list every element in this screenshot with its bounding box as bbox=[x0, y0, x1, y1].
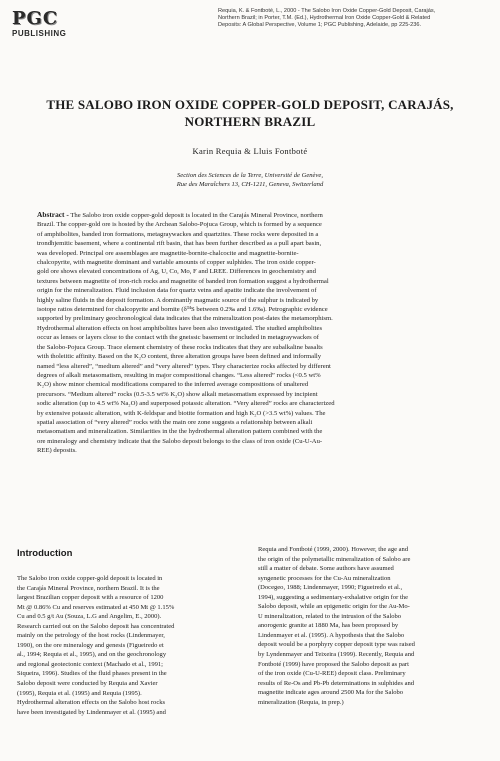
body-line: Research carried out on the Salobo deposit has concentrated bbox=[17, 622, 175, 630]
body-line: Salobo deposit, while an epigenetic origin for the Au-Mo- bbox=[258, 603, 410, 611]
body-line: The Salobo iron oxide copper-gold deposit is located in bbox=[17, 575, 163, 582]
citation-line: Requia, K. & Fontboté, L., 2000 - The Salobo Iron Oxide Copper-Gold Deposit, Carajás, bbox=[218, 8, 436, 14]
logo-subtitle: PUBLISHING bbox=[12, 29, 67, 38]
introduction-right-column bbox=[258, 545, 484, 707]
body-line: and regional geotectonic context (Machado et al., 1991; bbox=[17, 660, 163, 668]
abstract-line: sodic alteration (up to 4.5 wt% Na₂O) and superposed potassic alteration. “Very altered” rocks are characterized bbox=[37, 400, 335, 408]
body-line: the origin of the polymetallic mineralization of Salobo are bbox=[258, 555, 411, 563]
abstract-line: by extensive potassic alteration, with K-feldspar and biotite formation and high K₂O (>3.5 wt%) values. The bbox=[37, 409, 326, 417]
body-line: 1990), on the ore mineralogy and genesis (Figueiredo et bbox=[17, 641, 164, 649]
publisher-logo bbox=[12, 10, 104, 38]
body-line: the Carajás Mineral Province, northern Brazil. It is the bbox=[17, 584, 160, 592]
affiliation-line: Section des Sciences de la Terre, Université de Genève, bbox=[177, 172, 323, 179]
abstract-line: spatial association of “very altered” rocks with the main ore zone suggests a relationship between alkali bbox=[37, 418, 313, 426]
abstract-line: of amphibolites, banded iron formations, metagraywackes and quartzites. These rocks were deposited in a bbox=[37, 230, 319, 238]
abstract-line: highly saline fluids in the deposit formation. A dominantly magmatic source of the sulphur is indicated by bbox=[37, 296, 319, 304]
body-line: largest Brazilian copper deposit with a resource of 1200 bbox=[17, 594, 164, 602]
body-line: anorogenic granite at 1880 Ma, has been proposed by bbox=[258, 622, 399, 630]
body-line: Mt @ 0.86% Cu and reserves estimated at 450 Mt @ 1.15% bbox=[17, 603, 175, 611]
body-line: still a matter of debate. Some authors have assumed bbox=[258, 565, 394, 573]
abstract-line: Hydrothermal alteration effects on host amphibolites have been also investigated. The studied amphibolites bbox=[37, 324, 323, 332]
abstract-line: Brazil. The copper-gold ore is hosted by the Archean Salobo-Pojuca Group, which is formed by a sequence bbox=[37, 221, 322, 229]
affiliation-line: Rue des Maraîchers 13, CH-1211, Geneva, Switzerland bbox=[176, 181, 324, 188]
body-line: Fontboté (1999) have proposed the Salobo deposit as part bbox=[258, 660, 409, 668]
body-line: Cu and 0.5 g/t Au (Souza, L.G and Angelim, E., 2000). bbox=[17, 613, 162, 621]
abstract-line: gold ore shows elevated concentrations of Ag, U, Co, Mo, F and LREE. Differences in geochemistry and bbox=[37, 268, 316, 276]
abstract-line: the Salobo-Pojuca Group. Trace element chemistry of these rocks indicates that they are subalkaline basalts bbox=[37, 343, 323, 351]
abstract-line: metasomatism and mineralization. Similarities in the the hydrothermal alteration pattern combined with the bbox=[37, 428, 323, 436]
body-line: Lindenmayer et al. (1995). A hypothesis that the Salobo bbox=[258, 631, 405, 639]
abstract-line: isotope ratios determined for chalcopyrite and bornite (δ³⁴S between 0.2‰ and 1.6‰). Petrographic evidence bbox=[37, 306, 328, 314]
body-line: Siqueira, 1996). Studies of the fluid phases present in the bbox=[17, 670, 167, 678]
body-line: Requia and Fontboté (1999, 2000). However, the age and bbox=[258, 546, 409, 553]
body-line: syngenetic processes for the Cu-Au mineralization bbox=[258, 574, 391, 582]
body-line: mainly on the petrology of the host rocks (Lindenmayer, bbox=[17, 632, 165, 640]
introduction-left-column bbox=[17, 574, 243, 717]
title-line: THE SALOBO IRON OXIDE COPPER-GOLD DEPOSIT, CARAJÁS, bbox=[46, 97, 454, 112]
body-line: mineralization (Requia, in prep.) bbox=[258, 698, 344, 706]
affiliation bbox=[20, 171, 480, 189]
abstract-line: origin for the mineralization. Fluid inclusion data for quartz veins and apatite indicate the involvement of bbox=[37, 287, 317, 295]
body-line: results of Re-Os and Pb-Pb determinations in sulphides and bbox=[258, 679, 415, 687]
abstract-line: occur as lenses or layers close to the contact with the gneissic basement or included in metagraywackes of bbox=[37, 334, 319, 342]
abstract-line: was developed. Principal ore assemblages are magnetite-bornite-chalcocite and magnetite-bornite- bbox=[37, 249, 299, 257]
citation-line: Deposits: A Global Perspective, Volume 1; PGC Publishing, Adelaide, pp 225-236. bbox=[218, 22, 422, 29]
introduction-heading: Introduction bbox=[17, 548, 73, 559]
body-line: (Docegeo, 1988; Lindenmayer, 1990; Figueiredo et al., bbox=[258, 584, 403, 592]
citation-line: Northern Brazil; in Porter, T.M. (Ed.), Hydrothermal Iron Oxide Copper-Gold & Related bbox=[218, 15, 431, 22]
body-line: (1995), Requia et al. (1995) and Requia (1995). bbox=[17, 689, 142, 697]
abstract-line: textures between magnetite of iron-rich rocks and magnetite of banded iron formation suggest a hydrothermal bbox=[37, 277, 329, 285]
abstract bbox=[37, 210, 467, 456]
abstract-first-line bbox=[37, 210, 467, 220]
abstract-line: K₂O) show minor chemical modifications compared to the inferred average compositions of unaltered bbox=[37, 381, 309, 389]
abstract-line: named “less altered”, “medium altered” and “very altered” types. They characterize rocks affected by different bbox=[37, 362, 331, 370]
paper-title bbox=[20, 96, 480, 130]
body-line: Salobo deposit were conducted by Requia and Xavier bbox=[17, 680, 158, 688]
body-line: U mineralization, related to the intrusion of the Salobo bbox=[258, 612, 402, 620]
abstract-line: precursors. “Medium altered” rocks (0.5-3.5 wt% K₂O) show alkali metasomatism expressed by incipient bbox=[37, 390, 318, 398]
abstract-first-text: The Salobo iron oxide copper-gold deposit is located in the Carajás Mineral Province, northern bbox=[68, 212, 323, 219]
abstract-line: chalcopyrite, with magnetite dominant and variable amounts of copper sulphides. The iron oxide copper- bbox=[37, 259, 316, 267]
body-line: by Lyndenmayer and Teixeira (1999). Recently, Requia and bbox=[258, 651, 415, 659]
abstract-line: trondhjemitic basement, where a continental rift basin, that has been further described as a pull apart basin, bbox=[37, 240, 322, 248]
abstract-line: supported by preliminary geochronological data indicates that the mineralization post-dates the metamorphism. bbox=[37, 315, 333, 323]
body-line: al., 1994; Requia et al., 1995), and on the geochronology bbox=[17, 651, 167, 659]
authors: Karin Requia & Lluis Fontboté bbox=[192, 146, 308, 156]
body-line: Hydrothermal alteration effects on the Salobo host rocks bbox=[17, 699, 166, 707]
abstract-label: Abstract - bbox=[37, 210, 69, 219]
abstract-line: REE) deposits. bbox=[37, 447, 77, 455]
abstract-line: ore mineralogy and chemistry indicate that the Salobo deposit belongs to the class of iron oxide (Cu-U-Au- bbox=[37, 437, 323, 445]
abstract-line: with tholeiitic affinity. Based on the K₂O content, three alteration groups have been defined and informally bbox=[37, 353, 322, 361]
logo-mark: PGC bbox=[12, 8, 59, 29]
body-line: magnetite indicate ages around 2500 Ma for the Salobo bbox=[258, 689, 404, 697]
title-line: NORTHERN BRAZIL bbox=[184, 114, 316, 129]
body-line: of the iron oxide (Cu-U-REE) deposit class. Preliminary bbox=[258, 670, 406, 678]
body-line: have been investigated by Lindenmayer et al. (1995) and bbox=[17, 708, 166, 716]
body-line: 1994), suggesting a sedimentary-exhalative origin for the bbox=[258, 593, 408, 601]
abstract-line: degrees of alkali metasomatism, resulting in major compositional changes. “Less altered” rocks (<0.5 wt% bbox=[37, 371, 321, 379]
citation bbox=[218, 8, 490, 30]
body-line: deposit would be a porphyry copper deposit type was raised bbox=[258, 641, 415, 649]
